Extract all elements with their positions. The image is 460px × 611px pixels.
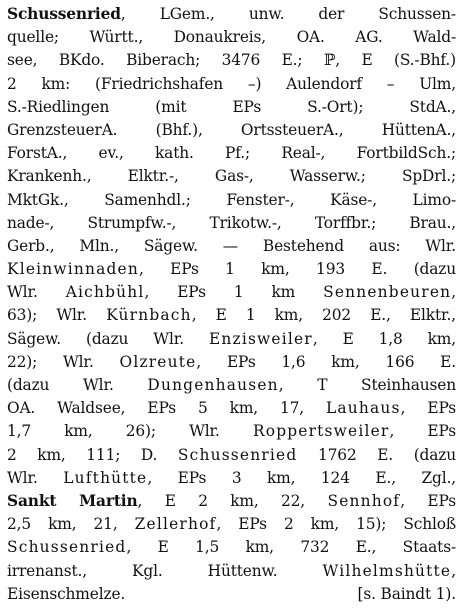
entry-text: , EPs: [400, 399, 456, 418]
entry-line: [7, 583, 456, 606]
place-name: Kleinwinnaden: [7, 260, 139, 279]
place-name: Aichbühl: [65, 283, 145, 302]
entry-text: nade-, Strumpfw.-, Trikotw.-, Torffbr.; Brau.,: [7, 213, 456, 232]
place-name: Zellerhof: [134, 515, 217, 534]
entry-line: [7, 96, 456, 119]
entry-text: , EPs 1,6 km, 166 E.: [196, 352, 456, 371]
entry-text: , EPs: [400, 491, 456, 510]
entry-text: Krankenh., Elktr.-, Gas-, Wasserw.; SpDrl.;: [7, 167, 456, 186]
entry-text: irrenanst., Kgl. Hüttenw.: [7, 561, 323, 580]
entry-line: [7, 3, 456, 26]
entry-text: (dazu Wlr.: [7, 376, 148, 394]
place-name: Wilhelmshütte: [322, 561, 452, 580]
place-name: Lauhaus: [326, 399, 401, 418]
entry-text: OA. Waldsee, EPs 5 km, 17,: [7, 399, 327, 418]
entry-text: , E 1 km, 202 E., Elktr.,: [191, 306, 456, 325]
place-name: Sennhof: [327, 491, 401, 510]
place-name-bold: Sankt Martin: [7, 491, 138, 510]
entry-line: [7, 328, 456, 351]
entry-body: [7, 3, 456, 606]
entry-line: [7, 420, 456, 443]
entry-text: , LGem., unw. der Schussen-: [120, 5, 456, 23]
entry-line: [7, 560, 456, 583]
cross-reference: [s. Baindt 1).: [357, 584, 456, 603]
entry-text: GrenzsteuerA. (Bhf.), OrtssteuerA., HüttenA.,: [7, 120, 456, 139]
entry-text: S.-Riedlingen (mit EPs S.-Ort); StdA.,: [7, 97, 456, 116]
entry-text: 2,5 km, 21,: [7, 515, 135, 534]
entry-text: , EPs 2 km, 15); Schloß: [216, 515, 456, 534]
place-name: Schussenried: [7, 538, 127, 557]
entry-text: 22); Wlr.: [7, 352, 120, 371]
place-name: Lufthütte: [63, 468, 148, 487]
entry-line: [7, 444, 456, 467]
entry-text: 1,7 km, 26); Wlr.: [7, 422, 253, 441]
entry-line: [7, 142, 456, 165]
place-name: Olzreute: [119, 352, 197, 371]
entry-line: [7, 189, 456, 212]
entry-line: [7, 490, 456, 513]
entry-text: , E 2 km, 22,: [137, 491, 328, 510]
entry-line: [7, 49, 456, 72]
entry-text: MktGk., Samenhdl.; Fenster-, Käse-, Limo-: [7, 190, 456, 209]
entry-text: , E 1,8 km,: [312, 329, 456, 348]
entry-text: 2 km: (Friedrichshafen –) Aulendorf – Ulm,: [7, 74, 456, 93]
entry-line: [7, 536, 456, 559]
entry-line: [7, 351, 456, 374]
entry-line: [7, 26, 456, 49]
entry-line: [7, 281, 456, 304]
entry-line: [7, 212, 456, 235]
entry-text: , EPs: [389, 422, 456, 441]
entry-text: , E 1,5 km, 732 E., Staats-: [126, 538, 456, 557]
entry-line: [7, 258, 456, 281]
entry-text: , EPs 3 km, 124 E., Zgl.,: [147, 468, 456, 487]
entry-line: [7, 397, 456, 420]
entry-line: [7, 119, 456, 142]
entry-line: [7, 73, 456, 96]
entry-text: ForstA., ev., kath. Pf.; Real-, FortbildSch.;: [7, 144, 456, 163]
entry-headword: Schussenried: [7, 5, 121, 23]
place-name: Sennenbeuren: [323, 283, 452, 302]
entry-text: see, BKdo. Biberach; 3476 E.; ℙ, E (S.-Bhf.): [7, 51, 456, 70]
entry-line: [7, 513, 456, 536]
entry-text: , EPs 1 km: [144, 283, 324, 302]
place-name: Schussenried: [177, 445, 298, 464]
entry-text: , T Steinhausen: [278, 376, 456, 394]
entry-line: [7, 304, 456, 327]
place-name: Dungenhausen: [147, 376, 279, 394]
entry-text: , EPs 1 km, 193 E. (dazu: [138, 260, 456, 279]
entry-text: Wlr.: [7, 468, 64, 487]
place-name: Kürnbach: [106, 306, 192, 325]
entry-text: Sägew. (dazu Wlr.: [7, 329, 209, 348]
entry-text: quelle; Württ., Donaukreis, OA. AG. Wald-: [7, 28, 456, 47]
entry-text: Eisenschmelze.: [7, 584, 126, 603]
dictionary-entry: [7, 3, 456, 608]
entry-text: 2 km, 111; D.: [7, 445, 178, 464]
entry-text: 1762 E. (dazu: [297, 445, 456, 464]
entry-text: 63); Wlr.: [7, 306, 107, 325]
entry-line: [7, 165, 456, 188]
entry-text: Gerb., Mln., Sägew. — Bestehend aus: Wlr.: [7, 236, 456, 255]
entry-line: [7, 235, 456, 258]
place-name: Enzisweiler: [208, 329, 313, 348]
entry-text: Wlr.: [7, 283, 66, 302]
entry-line: [7, 374, 456, 397]
place-name: Roppertsweiler: [252, 422, 390, 441]
entry-line: [7, 467, 456, 490]
entry-text: ,: [451, 561, 456, 580]
entry-text: ,: [451, 283, 456, 302]
